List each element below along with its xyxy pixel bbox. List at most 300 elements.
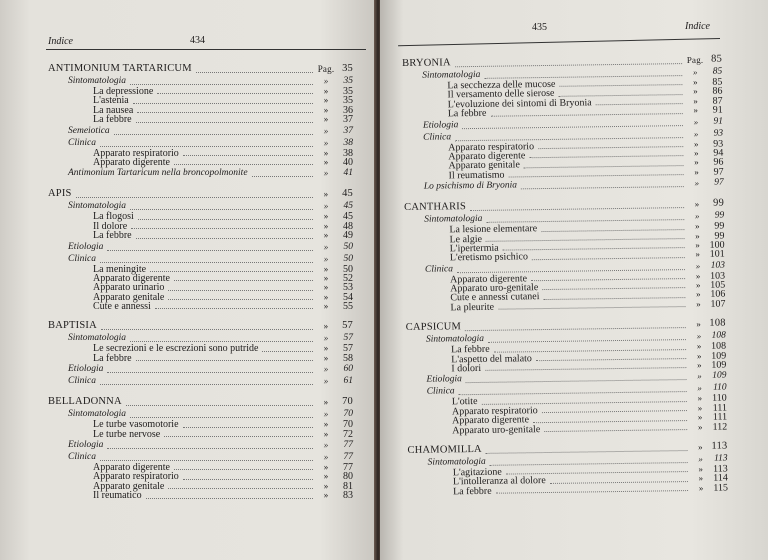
entry-label: Apparato respiratorio (93, 147, 179, 159)
page-number: 107 (710, 298, 726, 310)
right-header-title: Indice (685, 21, 710, 32)
dot-leader (100, 384, 313, 385)
page-number: 72 (343, 428, 353, 440)
page-number: 111 (712, 402, 727, 414)
dot-leader (126, 405, 313, 406)
page-marker: » (323, 211, 329, 222)
dot-leader (183, 427, 313, 428)
page-marker: » (323, 397, 329, 408)
entry-label: Apparato digerente (93, 272, 170, 284)
entry-label: L'aspetto del malato (451, 352, 532, 365)
index-section (48, 375, 353, 387)
page-marker: » (698, 441, 703, 452)
page-number: 77 (343, 440, 353, 451)
left-header-title: Indice (48, 36, 73, 47)
page-marker: Pag. (317, 64, 335, 74)
page-marker: » (693, 116, 699, 127)
entry-label: Il dolore (93, 220, 128, 232)
right-page-number: 435 (532, 22, 547, 33)
page-marker: » (694, 147, 699, 158)
entry-label: Clinica (68, 137, 96, 148)
page-number: 114 (713, 472, 728, 485)
page-number: 113 (714, 453, 728, 464)
index-item (48, 231, 353, 240)
entry-label: Il reumatismo (448, 169, 505, 182)
page-number: 110 (712, 392, 727, 405)
page-marker: » (323, 490, 329, 501)
entry-label: La pleurite (450, 301, 495, 314)
entry-label: Clinica (68, 253, 96, 264)
page-marker: » (696, 319, 702, 330)
page-marker: » (323, 241, 329, 252)
entry-label: Apparato digerente (448, 150, 526, 163)
dot-leader (168, 488, 313, 489)
entry-label: Il reumatico (93, 490, 142, 502)
page-number: 108 (709, 317, 726, 329)
page-number: 85 (711, 53, 723, 65)
page-number: 48 (343, 220, 353, 232)
index-section (48, 439, 353, 451)
page-number: 87 (712, 95, 723, 107)
dot-leader (164, 436, 313, 437)
entry-label: Le turbe nervose (93, 428, 161, 440)
left-page (0, 0, 376, 560)
page-number: 50 (343, 263, 353, 275)
page-marker: » (323, 85, 329, 96)
page-marker: » (323, 364, 329, 375)
page-number: 85 (712, 76, 723, 88)
entry-label: Etiologia (422, 119, 459, 131)
page-marker: » (698, 463, 704, 474)
page-marker: » (323, 480, 329, 491)
page-number: 40 (343, 156, 353, 168)
page-number: 101 (709, 248, 725, 261)
dot-leader (130, 417, 313, 418)
page-marker: » (323, 272, 329, 283)
page-marker: » (696, 341, 702, 352)
page-number: 113 (711, 440, 728, 452)
page-number: 100 (709, 239, 725, 251)
index-heading (48, 396, 353, 408)
page-marker: » (692, 66, 698, 77)
entry-label: La flogosi (93, 211, 134, 223)
page-marker: » (694, 166, 699, 177)
entry-label: CAPSICUM (405, 321, 462, 334)
dot-leader (131, 228, 313, 229)
page-number: 113 (713, 463, 728, 475)
entry-label: La febbre (452, 485, 492, 498)
entry-label: Sintomatologia (68, 201, 127, 212)
page-number: 94 (713, 147, 724, 159)
index-item (48, 491, 353, 500)
page-number: 35 (343, 76, 353, 86)
entry-label: Clinica (68, 376, 96, 387)
page-marker: » (323, 156, 329, 167)
page-marker: » (696, 350, 702, 361)
entry-label: Le turbe vasomotorie (93, 419, 179, 431)
page-marker: » (323, 291, 329, 302)
page-number: 109 (712, 370, 727, 382)
page-number: 86 (712, 85, 723, 98)
page-number: 105 (710, 279, 726, 291)
page-number: 109 (711, 359, 727, 371)
dot-leader (136, 360, 313, 361)
entry-label: La meningite (93, 263, 147, 275)
page-number: 99 (714, 210, 725, 221)
page-number: 93 (713, 138, 724, 150)
entry-label: Sintomatologia (427, 456, 486, 468)
dot-leader (196, 72, 313, 73)
entry-label: Antimonium Tartaricum nella broncopolmonite (68, 168, 248, 179)
page-number: 50 (343, 253, 353, 264)
dot-leader (100, 146, 313, 147)
page-number: 109 (711, 350, 727, 362)
dot-leader (596, 103, 683, 105)
dot-leader (262, 351, 313, 352)
entry-label: La nausea (93, 104, 134, 116)
page-marker: » (693, 76, 698, 87)
page-marker: » (323, 95, 329, 106)
page-marker: » (695, 260, 701, 271)
dot-leader (107, 250, 313, 251)
entry-label: L'intolleranza al dolore (452, 475, 546, 488)
index-section (48, 137, 353, 149)
page-marker: » (697, 402, 703, 413)
page-number: 99 (714, 230, 725, 242)
page-number: 37 (343, 125, 353, 136)
page-number: 45 (343, 211, 353, 223)
dot-leader (498, 306, 685, 310)
page-marker: » (323, 263, 329, 274)
page-marker: » (323, 114, 329, 125)
dot-leader (155, 308, 313, 309)
page-marker: » (323, 333, 329, 344)
page-marker: » (693, 95, 698, 106)
page-marker: » (323, 409, 329, 420)
page-marker: » (323, 201, 329, 212)
page-number: 81 (343, 480, 353, 492)
page-marker: » (695, 249, 701, 260)
index-section (48, 253, 353, 265)
page-marker: » (695, 279, 701, 290)
dot-leader (130, 84, 313, 85)
entry-label: Apparato respiratorio (448, 140, 535, 153)
page-number: 37 (343, 114, 353, 126)
page-number: 61 (343, 376, 353, 387)
page-number: 50 (343, 241, 353, 252)
page-number: 36 (343, 104, 353, 116)
page-number: 103 (710, 260, 725, 271)
entry-label: Apparato genitale (448, 159, 520, 172)
index-item (48, 430, 353, 439)
dot-leader (130, 341, 313, 342)
page-marker: » (696, 298, 701, 309)
page-marker: » (323, 440, 329, 451)
entry-label: Sintomatologia (424, 214, 483, 225)
dot-leader (107, 448, 313, 449)
page-number: 115 (713, 482, 729, 494)
entry-label: Lo psichismo di Bryonia (423, 180, 518, 192)
index-section (48, 241, 353, 253)
entry-label: CHAMOMILLA (407, 443, 482, 456)
dot-leader (521, 186, 684, 189)
entry-label: APIS (48, 188, 72, 200)
page-marker: » (698, 473, 704, 484)
index-item (48, 115, 353, 124)
entry-label: La secchezza delle mucose (447, 78, 556, 92)
page-marker: » (323, 125, 329, 136)
page-number: 70 (343, 419, 353, 431)
entry-label: Clinica (68, 452, 96, 463)
dot-leader (133, 103, 313, 104)
page-marker: » (323, 147, 329, 158)
page-number: 85 (712, 66, 723, 77)
page-number: 110 (713, 382, 727, 394)
page-number: 99 (713, 197, 725, 209)
entry-label: BELLADONNA (48, 396, 122, 408)
page-marker: » (693, 138, 699, 149)
page-marker: » (323, 452, 329, 463)
dot-leader (183, 155, 313, 156)
page-marker: » (323, 76, 329, 86)
dot-leader (137, 112, 313, 113)
page-marker: » (694, 210, 700, 222)
dot-leader (136, 238, 313, 239)
page-marker: » (323, 343, 329, 354)
page-marker: » (323, 471, 329, 482)
dot-leader (76, 197, 313, 198)
entry-label: Apparato genitale (93, 480, 165, 492)
entry-label: L'eretismo psichico (449, 251, 529, 264)
page-number: 41 (343, 168, 353, 179)
index-heading (48, 63, 353, 75)
page-number: 99 (714, 220, 725, 232)
dot-leader (100, 460, 313, 461)
entry-label: Apparato digerente (451, 414, 530, 427)
dot-leader (174, 280, 313, 281)
page-marker: » (698, 482, 704, 493)
entry-label: Il versamento delle sierose (447, 88, 555, 101)
entry-label: La febbre (93, 114, 132, 126)
page-number: 97 (713, 166, 724, 178)
page-number: 108 (711, 330, 726, 341)
page-marker: » (323, 321, 329, 332)
page-number: 35 (343, 95, 353, 107)
page-marker: » (323, 419, 329, 430)
page-marker: » (693, 86, 698, 97)
page-marker: » (323, 189, 329, 200)
page-number: 112 (712, 421, 728, 433)
page-number: 57 (343, 343, 353, 355)
page-number: 108 (710, 340, 727, 352)
dot-leader (114, 134, 313, 135)
page-marker: » (323, 428, 329, 439)
index-heading (48, 320, 353, 332)
page-number: 70 (342, 396, 353, 408)
entry-label: CANTHARIS (404, 201, 467, 214)
entry-label: Le secrezioni e le escrezioni sono putride (93, 343, 259, 355)
entry-label: ANTIMONIUM TARTARICUM (48, 63, 192, 74)
dot-leader (252, 176, 313, 177)
dot-leader (174, 164, 313, 165)
index-section (48, 167, 353, 179)
entry-label: Clinica (423, 131, 452, 143)
page-marker: » (695, 270, 701, 281)
entry-label: L'evoluzione dei sintomi di Bryonia (447, 97, 592, 111)
page-marker: » (323, 137, 329, 148)
dot-leader (157, 93, 313, 94)
entry-label: La febbre (93, 352, 132, 364)
page-marker: » (694, 157, 699, 168)
page-marker: » (695, 239, 700, 250)
page-marker: » (694, 198, 700, 210)
page-marker: » (323, 253, 329, 264)
header-rule (398, 38, 720, 46)
index-list-right (402, 54, 728, 498)
dot-leader (174, 469, 313, 470)
entry-label: Apparato genitale (93, 291, 165, 303)
entry-label: Clinica (424, 263, 454, 275)
entry-label: BRYONIA (402, 57, 451, 69)
entry-label: I dolori (451, 362, 482, 375)
dot-leader (100, 262, 313, 263)
page-number: 96 (713, 156, 724, 168)
index-heading (48, 188, 353, 200)
page-marker: » (695, 230, 700, 241)
page-marker: » (323, 104, 329, 115)
entry-label: Apparato digerente (93, 156, 170, 168)
index-item (48, 302, 353, 311)
page-marker: » (323, 376, 329, 387)
page-number: 57 (342, 320, 353, 332)
entry-label: L'ipertermia (449, 242, 499, 255)
page-number: 77 (343, 462, 353, 474)
page-marker: » (696, 359, 702, 370)
entry-label: Apparato uro-genitale (452, 423, 541, 436)
page-number: 80 (343, 471, 353, 483)
index-section (48, 363, 353, 375)
dot-leader (107, 372, 313, 373)
page-number: 57 (343, 333, 353, 344)
entry-label: L'astenia (93, 95, 129, 107)
dot-leader (138, 219, 313, 220)
page-marker: » (693, 128, 699, 139)
entry-label: Sintomatologia (425, 334, 485, 345)
dot-leader (146, 498, 313, 499)
page-marker: » (697, 383, 702, 394)
entry-label: Cute e annessi (93, 301, 151, 313)
index-item (405, 299, 725, 313)
entry-label: Sintomatologia (68, 333, 127, 344)
page-marker: » (323, 282, 329, 293)
page-marker: » (323, 230, 329, 241)
page-number: 38 (343, 147, 353, 159)
page-number: 60 (343, 364, 353, 375)
dot-leader (496, 490, 688, 494)
entry-label: BAPTISIA (48, 320, 97, 332)
index-list-left (48, 63, 353, 501)
page-number: 35 (342, 63, 353, 74)
dot-leader (168, 299, 313, 300)
entry-label: La febbre (451, 344, 490, 356)
entry-label: Cute e annessi cutanei (450, 291, 540, 304)
entry-label: Sintomatologia (68, 76, 127, 86)
page-number: 49 (343, 230, 353, 242)
page-marker: » (696, 331, 702, 342)
page-number: 97 (714, 177, 724, 188)
dot-leader (150, 271, 313, 272)
entry-label: Etiologia (68, 241, 104, 252)
page-number: 54 (343, 291, 353, 303)
page-number: 93 (713, 128, 724, 139)
page-marker: Pag. (686, 54, 704, 66)
page-number: 77 (343, 452, 353, 463)
page-number: 58 (343, 352, 353, 364)
page-number: 45 (343, 201, 353, 212)
dot-leader (136, 122, 313, 123)
entry-label: Etiologia (68, 440, 104, 451)
page-marker: » (698, 453, 703, 464)
entry-label: L'otite (451, 396, 478, 408)
page-number: 91 (712, 104, 723, 116)
entry-label: Apparato respiratorio (93, 471, 179, 483)
page-marker: » (323, 220, 329, 231)
page-marker: » (323, 462, 329, 473)
page-marker: » (697, 421, 703, 432)
dot-leader (183, 479, 313, 480)
left-page-number: 434 (190, 35, 205, 46)
dot-leader (130, 209, 313, 210)
entry-label: Clinica (426, 386, 455, 398)
entry-label: Apparato urinario (93, 282, 165, 294)
dot-leader (101, 329, 313, 330)
entry-label: Apparato uro-genitale (450, 282, 539, 295)
entry-label: La febbre (93, 230, 132, 242)
page-number: 70 (343, 409, 353, 420)
entry-label: L'agitazione (452, 466, 502, 479)
entry-label: Apparato digerente (93, 462, 170, 474)
entry-label: Le algie (449, 233, 483, 245)
page-number: 91 (713, 116, 723, 127)
entry-label: Etiologia (426, 374, 462, 386)
page-number: 106 (710, 288, 726, 301)
page-number: 45 (342, 188, 353, 200)
index-item (48, 158, 353, 167)
page-marker: » (693, 105, 699, 116)
page-number: 35 (343, 85, 353, 97)
page-marker: » (323, 352, 329, 363)
page-marker: » (694, 177, 700, 189)
page-marker: » (697, 393, 703, 404)
index-section (48, 125, 353, 137)
page-number: 38 (343, 137, 353, 148)
page-number: 83 (343, 490, 353, 502)
entry-label: Etiologia (68, 364, 104, 375)
page-number: 53 (343, 282, 353, 294)
page-marker: » (323, 301, 329, 312)
page-marker: » (323, 168, 329, 179)
entry-label: Sintomatologia (422, 69, 481, 81)
entry-label: Apparato respiratorio (451, 404, 538, 418)
index-item (48, 354, 353, 363)
entry-label: Semeiotica (68, 125, 110, 136)
page-number: 52 (343, 272, 353, 284)
page-number: 55 (343, 301, 353, 313)
page-marker: » (697, 371, 702, 382)
header-rule (46, 49, 366, 50)
page-marker: » (696, 289, 701, 300)
page-number: 103 (709, 270, 726, 282)
